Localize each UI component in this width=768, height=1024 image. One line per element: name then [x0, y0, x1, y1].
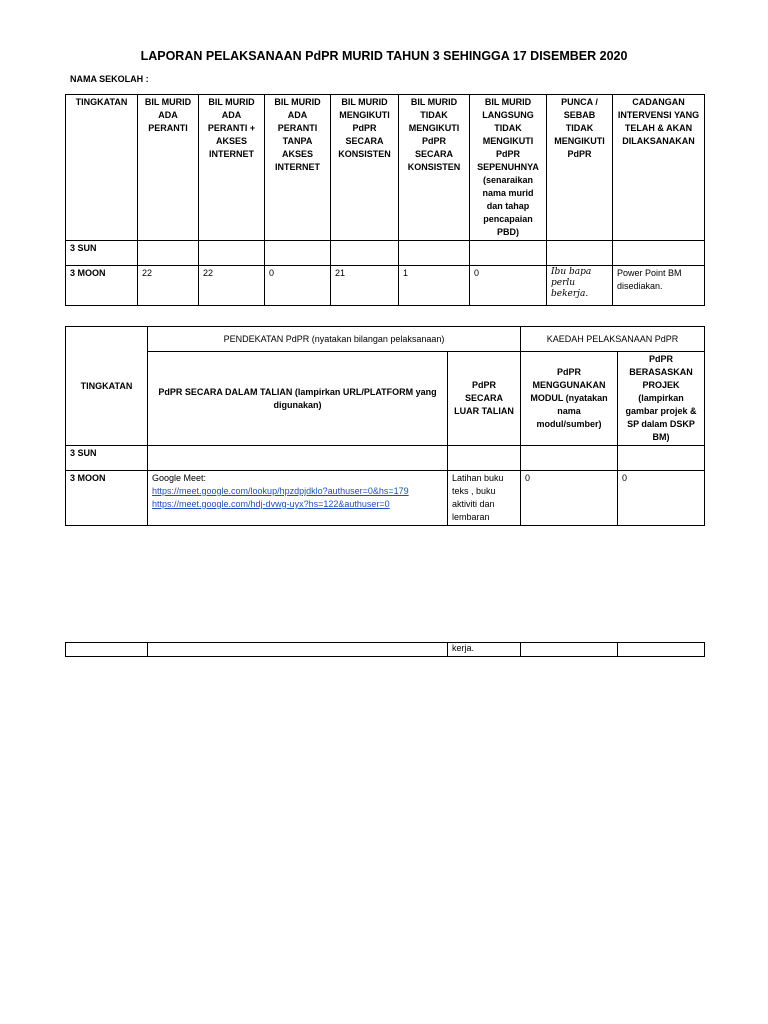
table-cell: 0: [470, 266, 547, 306]
table-cell: [618, 643, 705, 657]
table-cell: 21: [331, 266, 399, 306]
online-platform-label: Google Meet:: [152, 473, 207, 483]
student-device-table: [65, 94, 705, 306]
table1-header-row: [66, 95, 705, 241]
table-cell: [138, 241, 199, 266]
table2-sub-header-row: [66, 352, 705, 446]
table-cell: [399, 241, 470, 266]
header-modul: PdPR MENGGUNAKAN MODUL (nyatakan nama modul/sumber): [521, 352, 618, 446]
table-cell: [199, 241, 265, 266]
table-cell: [547, 241, 613, 266]
projek-cell: 0: [618, 471, 705, 526]
online-cell: [148, 471, 448, 526]
row-label-moon: 3 MOON: [66, 266, 138, 306]
table-cell: [331, 241, 399, 266]
table-row: [66, 446, 705, 471]
table-row: [66, 643, 705, 657]
table-cell: [618, 446, 705, 471]
modul-cell: 0: [521, 471, 618, 526]
table-cell: [613, 241, 705, 266]
table2-group-header-row: [66, 327, 705, 352]
school-name-label: NAMA SEKOLAH :: [70, 74, 149, 84]
header-punca: PUNCA / SEBAB TIDAK MENGIKUTI PdPR: [547, 95, 613, 241]
table-cell: [66, 643, 148, 657]
row-label-sun: 3 SUN: [66, 446, 148, 471]
header-tidak-mengikuti: BIL MURID LANGSUNG TIDAK MENGIKUTI PdPR SEPENUHNYA (senaraikan nama murid dan tahap pencapaian PBD): [470, 95, 547, 241]
table-row: [66, 471, 705, 526]
pdpr-approach-table: [65, 326, 705, 526]
header-konsisten: BIL MURID MENGIKUTI PdPR SECARA KONSISTEN: [331, 95, 399, 241]
meet-link-1[interactable]: https://meet.google.com/lookup/hpzdpjdklo?authuser=0&hs=179: [152, 486, 409, 496]
table-cell: [448, 446, 521, 471]
header-cadangan: CADANGAN INTERVENSI YANG TELAH & AKAN DILAKSANAKAN: [613, 95, 705, 241]
table-cell: 1: [399, 266, 470, 306]
header-projek: PdPR BERASASKAN PROJEK (lampirkan gambar projek & SP dalam DSKP BM): [618, 352, 705, 446]
row-label-sun: 3 SUN: [66, 241, 138, 266]
header-luar-talian: PdPR SECARA LUAR TALIAN: [448, 352, 521, 446]
table-cell: 0: [265, 266, 331, 306]
header-pendekatan: PENDEKATAN PdPR (nyatakan bilangan pelaksanaan): [148, 327, 521, 352]
table-row: [66, 266, 705, 306]
report-title: LAPORAN PELAKSANAAN PdPR MURID TAHUN 3 SEHINGGA 17 DISEMBER 2020: [140, 49, 628, 63]
header-peranti-akses: BIL MURID ADA PERANTI + AKSES INTERNET: [199, 95, 265, 241]
table-cell: [265, 241, 331, 266]
header-tingkatan-2: TINGKATAN: [66, 327, 148, 446]
handwritten-reason: Ibu bapa perlu bekerja.: [547, 266, 613, 306]
header-kaedah: KAEDAH PELAKSANAAN PdPR: [521, 327, 705, 352]
table-cell: [521, 446, 618, 471]
header-ada-peranti: BIL MURID ADA PERANTI: [138, 95, 199, 241]
table-cell: 22: [199, 266, 265, 306]
header-tidak-konsisten: BIL MURID TIDAK MENGIKUTI PdPR SECARA KONSISTEN: [399, 95, 470, 241]
table-cell: [521, 643, 618, 657]
table-cell: [148, 643, 448, 657]
table-row: [66, 241, 705, 266]
continued-table: [65, 642, 705, 657]
header-dalam-talian: PdPR SECARA DALAM TALIAN (lampirkan URL/PLATFORM yang digunakan): [148, 352, 448, 446]
header-tingkatan: TINGKATAN: [66, 95, 138, 241]
table-cell: Power Point BM disediakan.: [613, 266, 705, 306]
table-cell: 22: [138, 266, 199, 306]
meet-link-2[interactable]: https://meet.google.com/hdj-dvwg-uyx?hs=122&authuser=0: [152, 499, 390, 509]
offline-continued-cell: kerja.: [448, 643, 521, 657]
row-label-moon: 3 MOON: [66, 471, 148, 526]
table-cell: [148, 446, 448, 471]
table-cell: [470, 241, 547, 266]
offline-cell: Latihan buku teks , buku aktiviti dan lembaran: [448, 471, 521, 526]
header-peranti-tanpa-akses: BIL MURID ADA PERANTI TANPA AKSES INTERNET: [265, 95, 331, 241]
